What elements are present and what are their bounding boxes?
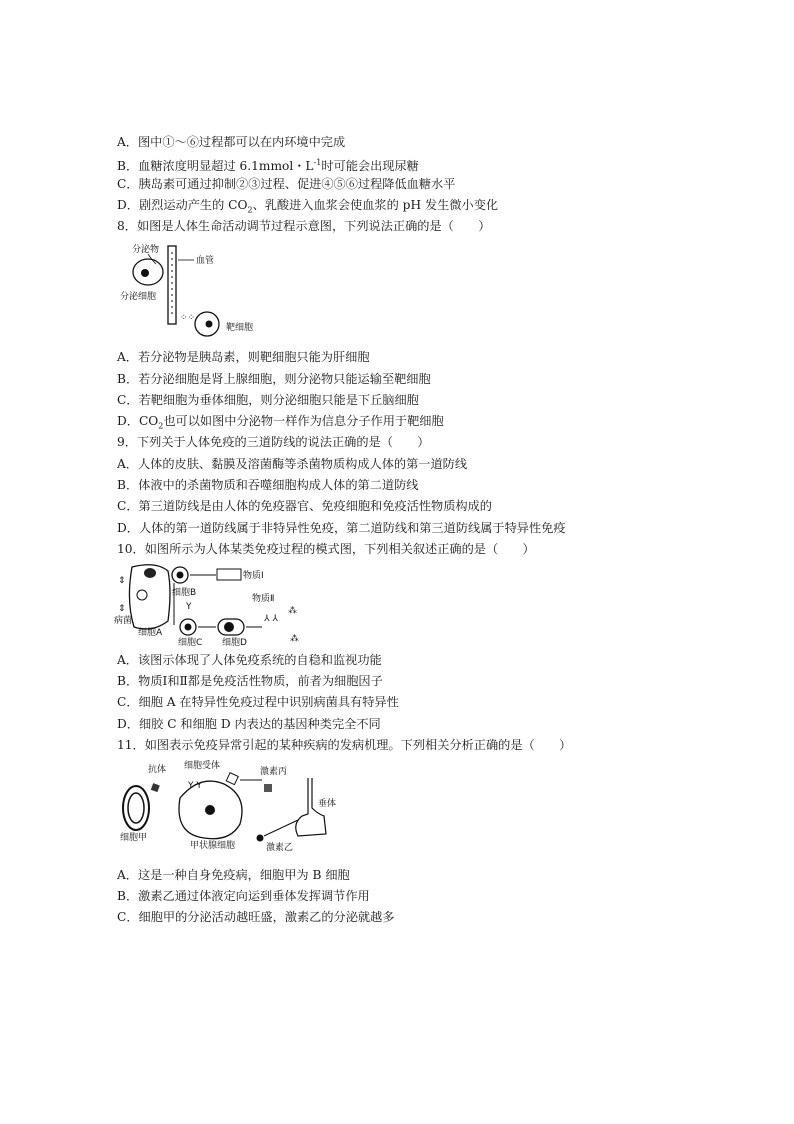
q8-target-nucleus <box>206 321 213 328</box>
q7-option-b-tail: 时可能会出现尿糖 <box>321 159 419 174</box>
q9-option-b: B．体液中的杀菌物质和吞噬细胞构成人体的第二道防线 <box>117 478 419 492</box>
q8-stem: 8．如图是人体生命活动调节过程示意图，下列说法正确的是（ ） <box>117 219 491 233</box>
q11-label-cell-jia: 细胞甲 <box>120 833 148 843</box>
q10-receptor-icon: Y <box>186 602 192 612</box>
q7-option-d-tail: 、乳酸进入血浆会使血浆的 pH 发生微小变化 <box>252 198 499 212</box>
q10-pathogen-icon-1: ⁂ <box>288 606 297 616</box>
q10-figure <box>112 561 312 649</box>
q8-option-d <box>117 413 444 434</box>
q7-option-c: C．胰岛素可通过抑制②③过程、促进④⑤⑥过程降低血糖水平 <box>117 177 456 191</box>
q11-label-hormone-c: 激素丙 <box>260 767 288 777</box>
q11-stem: 11．如图表示免疫异常引起的某种疾病的发病机理。下列相关分析正确的是（ ） <box>117 738 572 752</box>
q8-option-a: A．若分泌物是胰岛素，则靶细胞只能为肝细胞 <box>117 350 370 364</box>
q10-label-cell-a: 细胞A <box>138 628 163 638</box>
q10-cell-d-nucleus <box>224 622 234 632</box>
q7-option-a: A．图中①～⑥过程都可以在内环境中完成 <box>117 135 346 149</box>
q7-option-d <box>117 197 498 218</box>
q11-label-thyroid-cell: 甲状腺细胞 <box>190 841 236 851</box>
q10-label-cell-b: 细胞B <box>172 588 197 598</box>
q7-option-d-text: D．剧烈运动产生的 CO <box>117 198 248 212</box>
q8-dots: ⁘⁘ <box>180 313 196 323</box>
q8-option-d-text: D．CO <box>117 414 159 428</box>
q10-stem: 10．如图所示为人体某类免疫过程的模式图，下列相关叙述正确的是（ ） <box>117 542 535 556</box>
q10-option-b: B．物质Ⅰ和Ⅱ都是免疫活性物质，前者为细胞因子 <box>117 674 383 688</box>
q9-stem: 9．下列关于人体免疫的三道防线的说法正确的是（ ） <box>117 435 430 449</box>
q9-option-c: C．第三道防线是由人体的免疫器官、免疫细胞和免疫活性物质构成的 <box>117 499 492 513</box>
q8-option-c: C．若靶细胞为垂体细胞，则分泌细胞只能是下丘脑细胞 <box>117 393 419 407</box>
q10-pathogen-icon: ⇕ <box>118 604 126 614</box>
q9-option-d: D．人体的第一道防线属于非特异性免疫，第二道防线和第三道防线属于特异性免疫 <box>117 521 566 535</box>
q10-substance1-box <box>217 569 241 580</box>
q11-option-c: C．细胞甲的分泌活动越旺盛，激素乙的分泌就越多 <box>117 910 395 924</box>
q7-option-d-sub: 2 <box>247 205 253 215</box>
q8-label-secretory-cell: 分泌细胞 <box>120 292 157 302</box>
q10-cell-a-nucleus <box>144 568 156 578</box>
q11-hormone-b-dot <box>257 835 264 842</box>
q8-label-target-cell: 靶细胞 <box>226 323 254 333</box>
q11-hormone-c-icon <box>226 773 238 785</box>
q10-cell-b-nucleus <box>177 572 184 579</box>
q10-option-a: A．该图示体现了人体免疫系统的自稳和监视功能 <box>117 653 382 667</box>
q10-option-d: D．细胶 C 和细胞 D 内表达的基因种类完全不同 <box>117 717 381 731</box>
q10-pathogen-inside <box>137 590 147 600</box>
q8-figure <box>112 238 272 342</box>
q7-option-b-sup: -1 <box>313 158 322 167</box>
q11-hormone-c-square <box>264 784 272 792</box>
q11-label-pituitary: 垂体 <box>318 799 337 809</box>
q11-arrow-b <box>264 820 298 836</box>
q10-option-c: C．细胞 A 在特异性免疫过程中识别病菌具有特异性 <box>117 695 399 709</box>
q8-secretory-nucleus <box>141 269 149 277</box>
q10-arrow-left: ⇕ <box>118 576 126 586</box>
q11-option-a: A．这是一种自身免疫病，细胞甲为 B 细胞 <box>117 868 350 882</box>
q11-option-b: B．激素乙通过体液定向运到垂体发挥调节作用 <box>117 889 370 903</box>
q8-option-b: B．若分泌细胞是肾上腺细胞，则分泌物只能运输至靶细胞 <box>117 372 431 386</box>
q7-option-b-text: B．血糖浓度明显超过 6.1mmol・L <box>117 159 314 174</box>
q11-label-hormone-b: 激素乙 <box>266 843 294 853</box>
q7-option-b <box>117 155 419 174</box>
q11-receptor-icon: Y Y <box>188 781 202 791</box>
q11-antibody-icon <box>151 783 160 792</box>
q10-label-substance2: 物质Ⅱ <box>252 594 275 604</box>
q10-pathogen-icon-2: ⁂ <box>290 634 299 644</box>
q11-thyroid-nucleus <box>205 805 215 815</box>
q8-label-vessel: 血管 <box>196 256 215 266</box>
q11-label-antibody: 抗体 <box>148 765 167 775</box>
q8-option-d-tail: 也可以如图中分泌物一样作为信息分子作用于靶细胞 <box>163 414 444 428</box>
q11-cell-jia-inner <box>128 793 144 823</box>
q8-label-secretion: 分泌物 <box>132 245 160 255</box>
q11-label-receptor: 细胞受体 <box>184 761 221 771</box>
q10-label-cell-c: 细胞C <box>178 638 203 648</box>
q11-figure <box>112 758 342 854</box>
q8-option-d-sub: 2 <box>158 421 164 431</box>
q10-label-cell-d: 细胞D <box>222 638 247 648</box>
q10-antibody-icon: ⅄ ⅄ <box>264 614 278 624</box>
q10-cell-c-nucleus <box>185 624 192 631</box>
q10-label-substance1: 物质Ⅰ <box>243 571 264 581</box>
q9-option-a: A．人体的皮肤、黏膜及溶菌酶等杀菌物质构成人体的第一道防线 <box>117 457 468 471</box>
q10-label-pathogen: 病菌 <box>114 616 133 626</box>
